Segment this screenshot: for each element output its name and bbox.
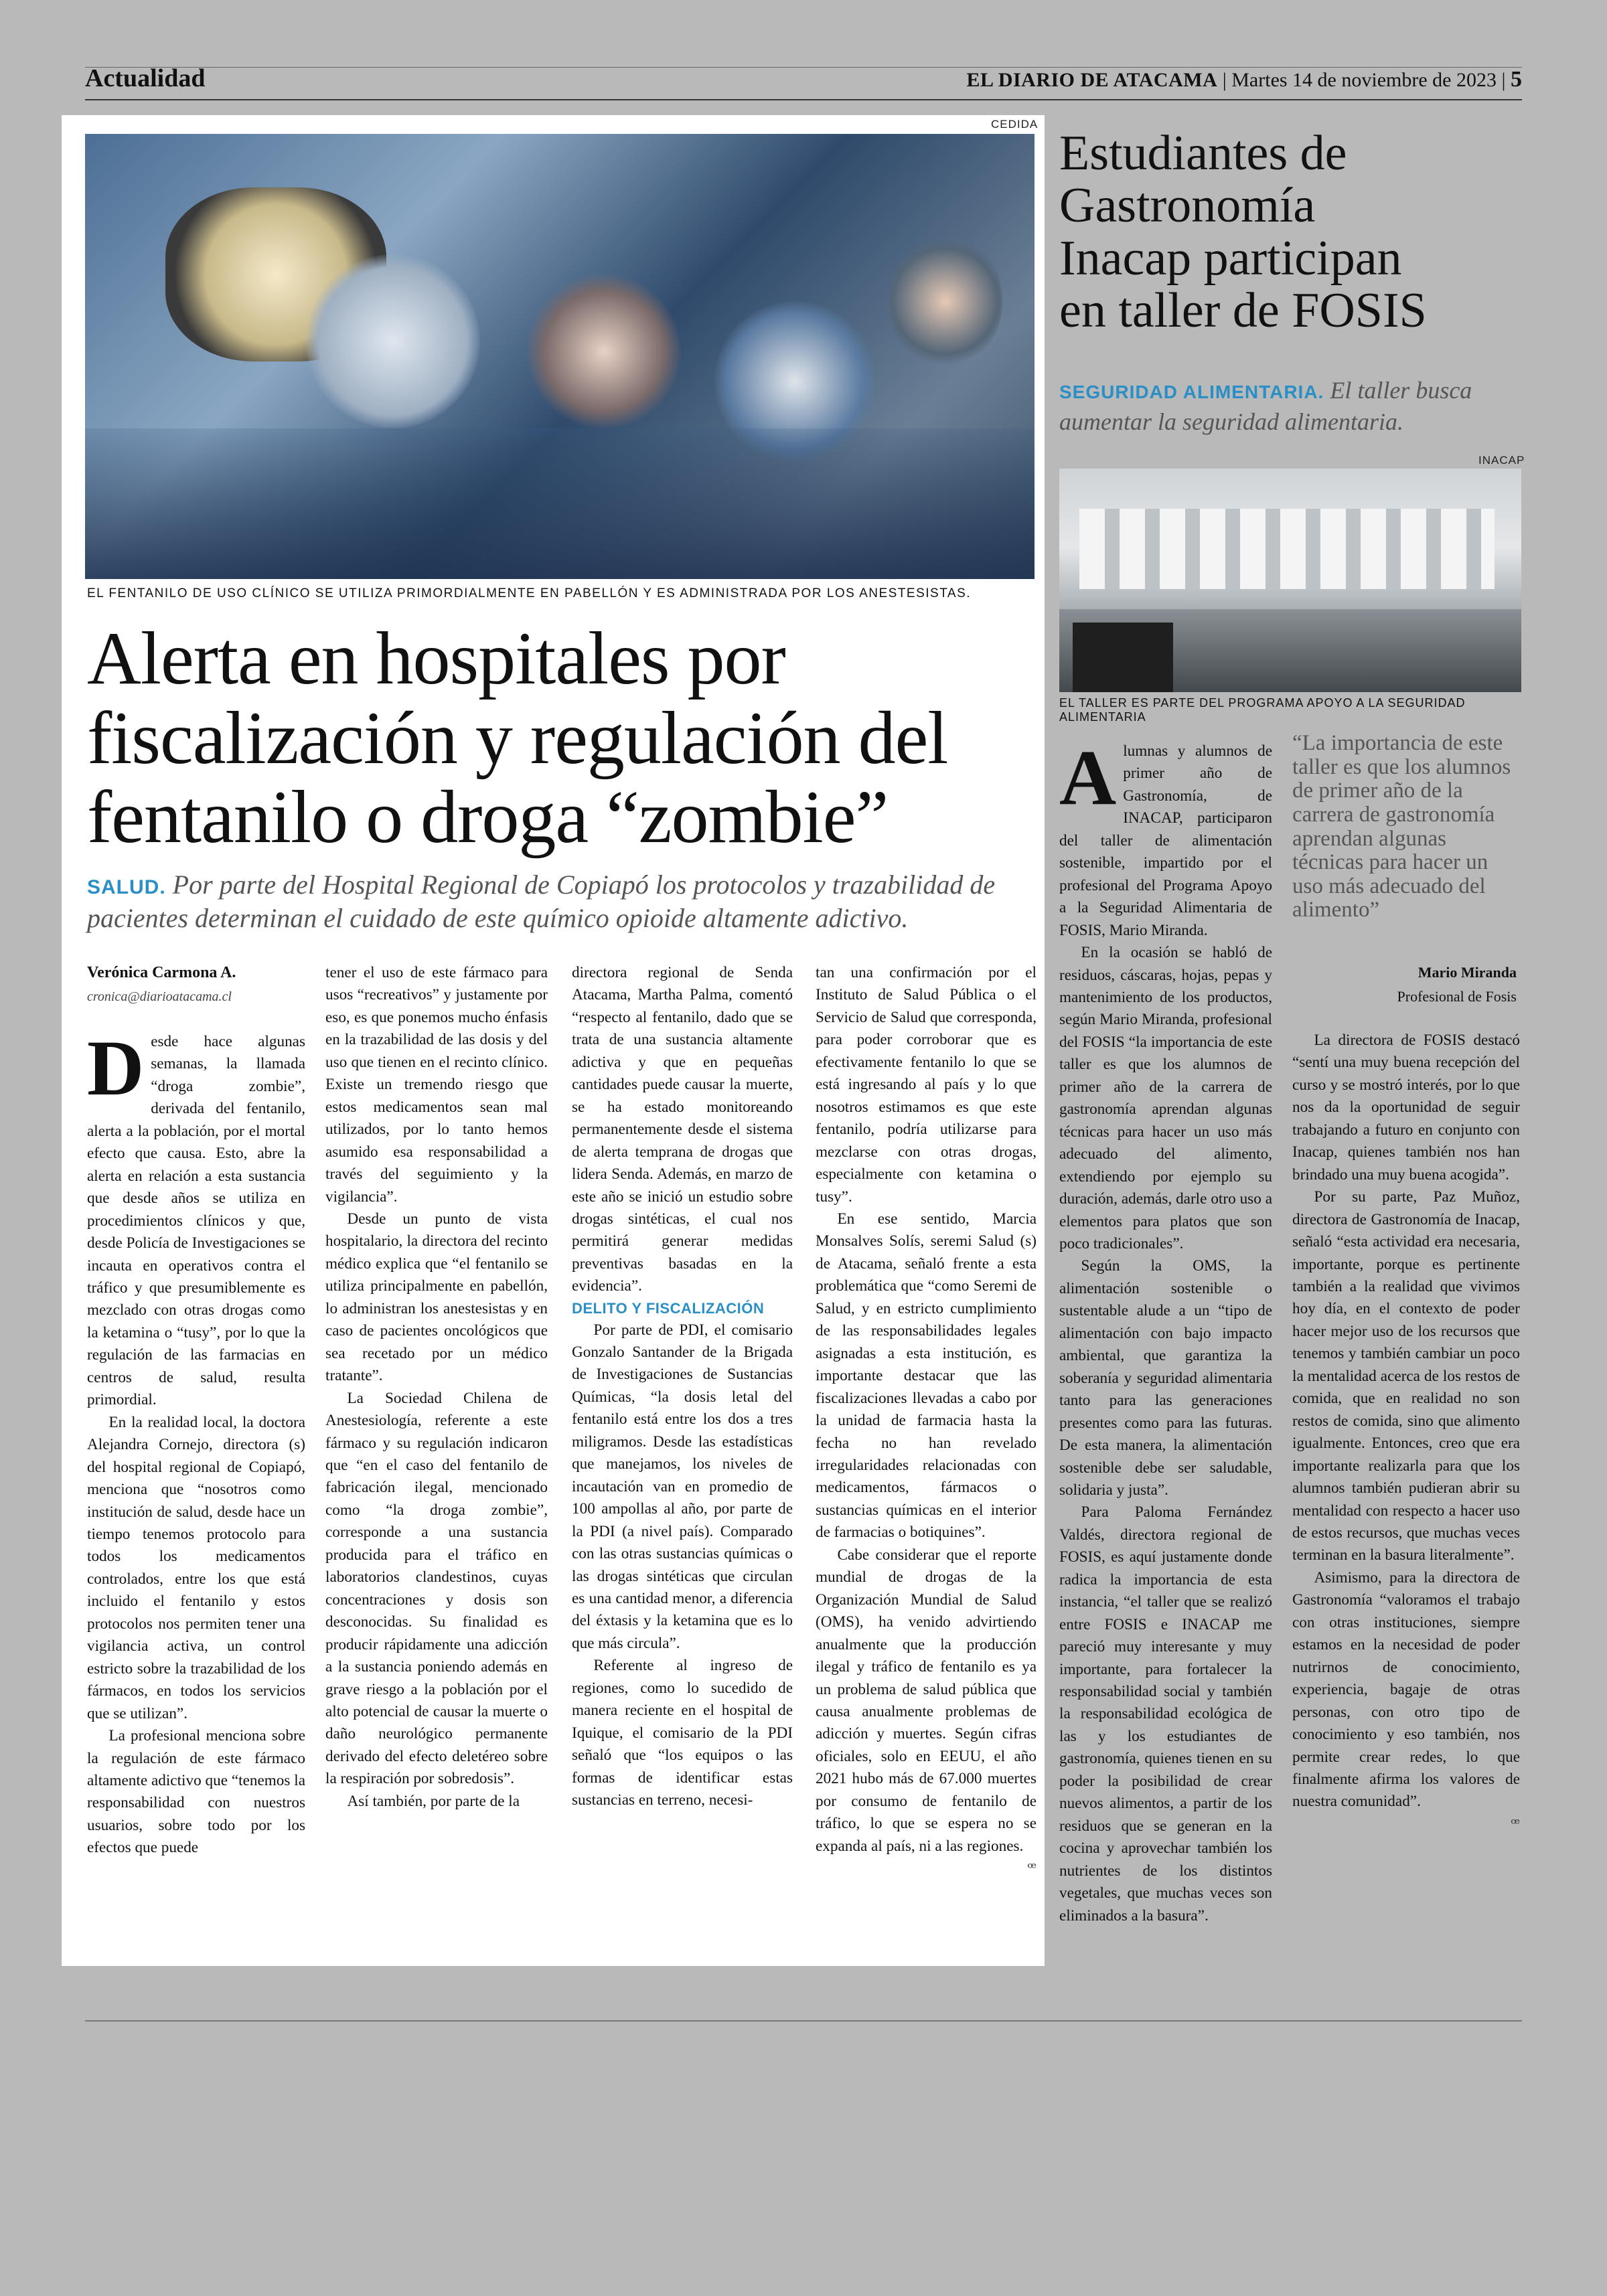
main-headline — [87, 619, 1038, 857]
pull-quote-role: Profesional de Fosis — [1397, 988, 1517, 1005]
main-headline-line-2: fiscalización y regulación del — [87, 696, 948, 780]
main-column-2 — [325, 962, 548, 1813]
paragraph: Por su parte, Paz Muñoz, directora de Gastronomía de Inacap, señaló “esta actividad era necesaria, importante, porque es pertinente también a la realidad que vivimos hoy día, en el contexto de poder hacer mejor uso de los recursos que tenemos y también cambiar un poco la mentalidad acerca de los restos de comida, que en realidad no son restos de comida, sino que alimento igualmente. Entonces, creo que era importante realizarla para que los alumnos también pudieran abrir su mentalidad con respecto a hacer uso de estos recursos, que muchas veces terminan en la basura literalmente”. — [1292, 1188, 1520, 1564]
main-column-3 — [572, 962, 793, 1811]
side-deck-text: El taller busca aumentar la seguridad alimentaria. — [1059, 377, 1472, 435]
side-photo-credit: INACAP — [1478, 454, 1525, 467]
section-name: Actualidad — [85, 64, 206, 92]
page-number: 5 — [1511, 67, 1522, 92]
paragraph: La profesional menciona sobre la regulación de este fármaco altamente adictivo que “tenemos la responsabilidad con nuestros usuarios, sobre todo por los efectos que puede — [87, 1727, 305, 1857]
byline: Verónica Carmona A. — [87, 964, 236, 981]
paragraph: tan una confirmación por el Instituto de Salud Pública o el Servicio de Salud que corresponda, para poder corroborar que es efectivamente fentanilo lo que se está ingresando al país y lo que nosotros estimamos es que este fentanilo, podría utilizarse para mezclarse con otras drogas, especialmente con ketamina o tusy”. — [816, 964, 1037, 1206]
footer-rule — [85, 2020, 1522, 2022]
side-headline-line-4: en taller de FOSIS — [1059, 283, 1427, 339]
paragraph: Referente al ingreso de regiones, como lo sucedido de manera reciente en el hospital de Iquique, el comisario de la PDI señaló que “los equipos o las formas de identificar estas sustancias en terreno, necesi- — [572, 1657, 793, 1809]
side-photo-kitchen — [1059, 469, 1521, 692]
end-mark-icon: ꟹ — [1027, 1860, 1037, 1877]
paragraph: directora regional de Senda Atacama, Martha Palma, comentó “respecto al fentanilo, dado que se trata de una sustancia altamente adictiva y que en pequeñas cantidades puede causar la muerte, se ha estado monitoreando permanentemente desde el sistema de alerta temprana de drogas que lidera Senda. Además, en marzo de este año se inició un estudio sobre drogas sintéticas, el cual nos permitirá generar medidas preventivas basadas en la evidencia”. — [572, 964, 793, 1295]
main-deck — [87, 868, 1038, 935]
newspaper-name: EL DIARIO DE ATACAMA — [966, 69, 1218, 91]
main-deck-tag: SALUD. — [87, 876, 166, 898]
paragraph: esde hace algunas semanas, la llamada “droga zombie”, derivada del fentanilo, alerta a la población, por el mortal efecto que causa. Esto, abre la alerta en relación a esta sustancia que desde años se utiliza en procedimientos clínicos y que, desde Policía de Investigaciones se incauta en operativos contra el tráfico y que presumiblemente es mezclado con otras drogas como la ketamina o “tusy”, por lo que la regulación de las farmacias en centros de salud, resulta primordial. — [87, 1033, 305, 1409]
paragraph: La Sociedad Chilena de Anestesiología, referente a este fármaco y su regulación indicaron que “en el caso del fentanilo de fabricación ilegal, mencionado como “la droga zombie”, corresponde a una sustancia producida para el tráfico en laboratorios clandestinos, cuyas concentraciones y dosis son desconocidas. Su finalidad es producir rápidamente una adicción a la sustancia poniendo además en grave riesgo a la población por el alto potencial de causar la muerte o daño neurológico permanente derivado del efecto deletéreo sobre la respiración por sobredosis”. — [325, 1389, 548, 1788]
pull-quote-name: Mario Miranda — [1418, 964, 1517, 981]
main-deck-text: Por parte del Hospital Regional de Copiapó los protocolos y trazabilidad de pacientes determinan el cuidado de este químico opioide altamente adictivo. — [87, 870, 996, 933]
paragraph: La directora de FOSIS destacó “sentí una muy buena recepción del curso y se mostró interés, por lo que nos da la oportunidad de seguir trabajando a futuro en conjunto con Inacap, quienes también nos han brindado una muy buena acogida”. — [1292, 1032, 1520, 1183]
end-mark-icon: ꟹ — [1511, 1815, 1520, 1832]
side-headline-line-3: Inacap participan — [1059, 230, 1402, 286]
side-column-2 — [1292, 1030, 1520, 1835]
paragraph: Para Paloma Fernández Valdés, directora regional de FOSIS, es aquí justamente donde radica la importancia de esta instancia, “el taller que se realizó entre FOSIS e INACAP me pareció muy interesante y muy importante, para fortalecer la responsabilidad social y también la responsabilidad ecológica de las y los estudiantes de gastronomía, quienes tienen en su poder la posibilidad de crear nuevos alimentos, a partir de los residuos que se generan en la cocina y aprovechar también los nutrientes de los distintos vegetales, que muchas veces son eliminados a la basura”. — [1059, 1503, 1272, 1924]
paragraph: Asimismo, para la directora de Gastronomía “valoramos el trabajo con otras instituciones, siempre estamos en la necesidad de poder nutrirnos de conocimiento, experiencia, bagaje de otras personas, con otro tipo de conocimiento y eso también, nos permite crear redes, lo que finalmente afirma los valores de nuestra comunidad”. — [1292, 1568, 1520, 1811]
header-rule — [85, 99, 1522, 100]
main-photo-caption: EL FENTANILO DE USO CLÍNICO SE UTILIZA PRIMORDIALMENTE EN PABELLÓN Y ES ADMINISTRADA POR LOS ANESTESISTAS. — [87, 586, 972, 600]
paragraph: En la realidad local, la doctora Alejandra Cornejo, directora (s) del hospital regional de Copiapó, menciona que “nosotros como institución de salud, desde hace un tiempo tenemos protocolo para todos los medicamentos controlados, entre los que está incluido el fentanilo y estos protocolos nos permiten tener una vigilancia activa, un control estricto sobre la trazabilidad de los fármacos, en todos los servicios que se utilizan”. — [87, 1413, 305, 1722]
paragraph: tener el uso de este fármaco para usos “recreativos” y justamente por eso, es que ponemos mucho énfasis en la trazabilidad de las dosis y del uso que tienen en el recinto clínico. Existe un tremendo riesgo que estos medicamentos sean mal utilizados, por lo tanto hemos asumido esa responsabilidad a través del seguimiento y la vigilancia”. — [325, 964, 548, 1206]
paragraph: lumnas y alumnos de primer año de Gastronomía, de INACAP, participaron del taller de alimentación sostenible, impartido por el profesional del Programa Apoyo a la Seguridad Alimentaria de FOSIS, Mario Miranda. — [1059, 742, 1272, 939]
main-photo-credit: CEDIDA — [991, 118, 1039, 131]
paragraph: Según la OMS, la alimentación sostenible o sustentable alude a un “tipo de alimentación con bajo impacto ambiental, que garantiza la soberanía y seguridad alimentaria tanto para las generaciones presentes como para las futuras. De esta manera, la alimentación sostenible debe ser saludable, solidaria y justa”. — [1059, 1257, 1272, 1499]
side-dropcap: A — [1059, 734, 1117, 821]
paragraph: Desde un punto de vista hospitalario, la directora del recinto médico explica que “el fentanilo se utiliza principalmente en pabellón, lo administran los anestesistas y en caso de pacientes oncológicos que sea recetado por un médico tratante”. — [325, 1210, 548, 1385]
main-dropcap: D — [87, 1024, 145, 1112]
main-headline-line-3: fentanilo o droga “zombie” — [87, 776, 889, 859]
paragraph: En la ocasión se habló de residuos, cáscaras, hojas, pepas y mantenimiento de los productos, según Mario Miranda, profesional del FOSIS “la importancia de este taller es que los alumnos de primer año de la carrera de gastronomía aprendan algunas técnicas para hacer un uso más adecuado del alimento, extendiendo por ejemplo su duración, además, darle otro uso a elementos para platos que son poco tradicionales”. — [1059, 944, 1272, 1252]
side-deck — [1059, 375, 1515, 438]
main-column-1 — [87, 1024, 305, 1860]
subhead: DELITO Y FISCALIZACIÓN — [572, 1299, 765, 1317]
side-column-1 — [1059, 734, 1272, 1927]
issue-date: Martes 14 de noviembre de 2023 — [1231, 69, 1497, 91]
side-headline — [1059, 127, 1515, 337]
paragraph: Así también, por parte de la — [347, 1792, 520, 1810]
main-photo-surgery — [85, 134, 1035, 579]
paragraph: En ese sentido, Marcia Monsalves Solís, seremi Salud (s) de Atacama, señaló frente a esta problemática que “como Seremi de Salud, y en estricto cumplimiento de las responsabilidades legales asignadas a esta institución, es importante destacar que las fiscalizaciones llevadas a cabo por la unidad de farmacia hasta la fecha no han revelado irregularidades relacionadas con medicamentos, fármacos o sustancias químicas en el interior de farmacias o botiquines”. — [816, 1210, 1037, 1542]
paragraph: Por parte de PDI, el comisario Gonzalo Santander de la Brigada de Investigaciones de Sustancias Químicas, “la dosis letal del fentanilo está entre los dos a tres miligramos. Desde las estadísticas que manejamos, los niveles de incautación van en promedio de 100 ampollas al año, por parte de la PDI (a nivel país). Comparado con las otras sustancias químicas o las drogas sintéticas que circulan es una cantidad menor, a diferencia del éxtasis y la ketamina que es lo que más circula”. — [572, 1321, 793, 1652]
side-headline-line-2: Gastronomía — [1059, 178, 1316, 234]
side-photo-caption: EL TALLER ES PARTE DEL PROGRAMA APOYO A LA SEGURIDAD ALIMENTARIA — [1059, 696, 1466, 724]
page-header-info: EL DIARIO DE ATACAMA | Martes 14 de noviembre de 2023 | 5 — [966, 67, 1522, 92]
pull-quote: “La importancia de este taller es que los alumnos de primer año de la carrera de gastronomía aprendan algunas técnicas para hacer un uso más adecuado del alimento” — [1292, 731, 1511, 922]
author-email: cronica@diarioatacama.cl — [87, 989, 232, 1004]
side-headline-line-1: Estudiantes de — [1059, 126, 1347, 181]
paragraph: Cabe considerar que el reporte mundial de drogas de la Organización Mundial de Salud (OMS), ha venido advirtiendo anualmente que la producción ilegal y tráfico de fentanilo es ya un problema de salud pública que causa anualmente problemas de adicción y muertes. Según cifras oficiales, solo en EEUU, el año 2021 hubo más de 67.000 muertes por consumo de fentanilo de tráfico, lo que se espera no se expanda al país, ni a las regiones. — [816, 1546, 1037, 1855]
main-column-4 — [816, 962, 1037, 1880]
main-headline-line-1: Alerta en hospitales por — [87, 617, 785, 700]
side-deck-tag: SEGURIDAD ALIMENTARIA. — [1059, 382, 1324, 402]
